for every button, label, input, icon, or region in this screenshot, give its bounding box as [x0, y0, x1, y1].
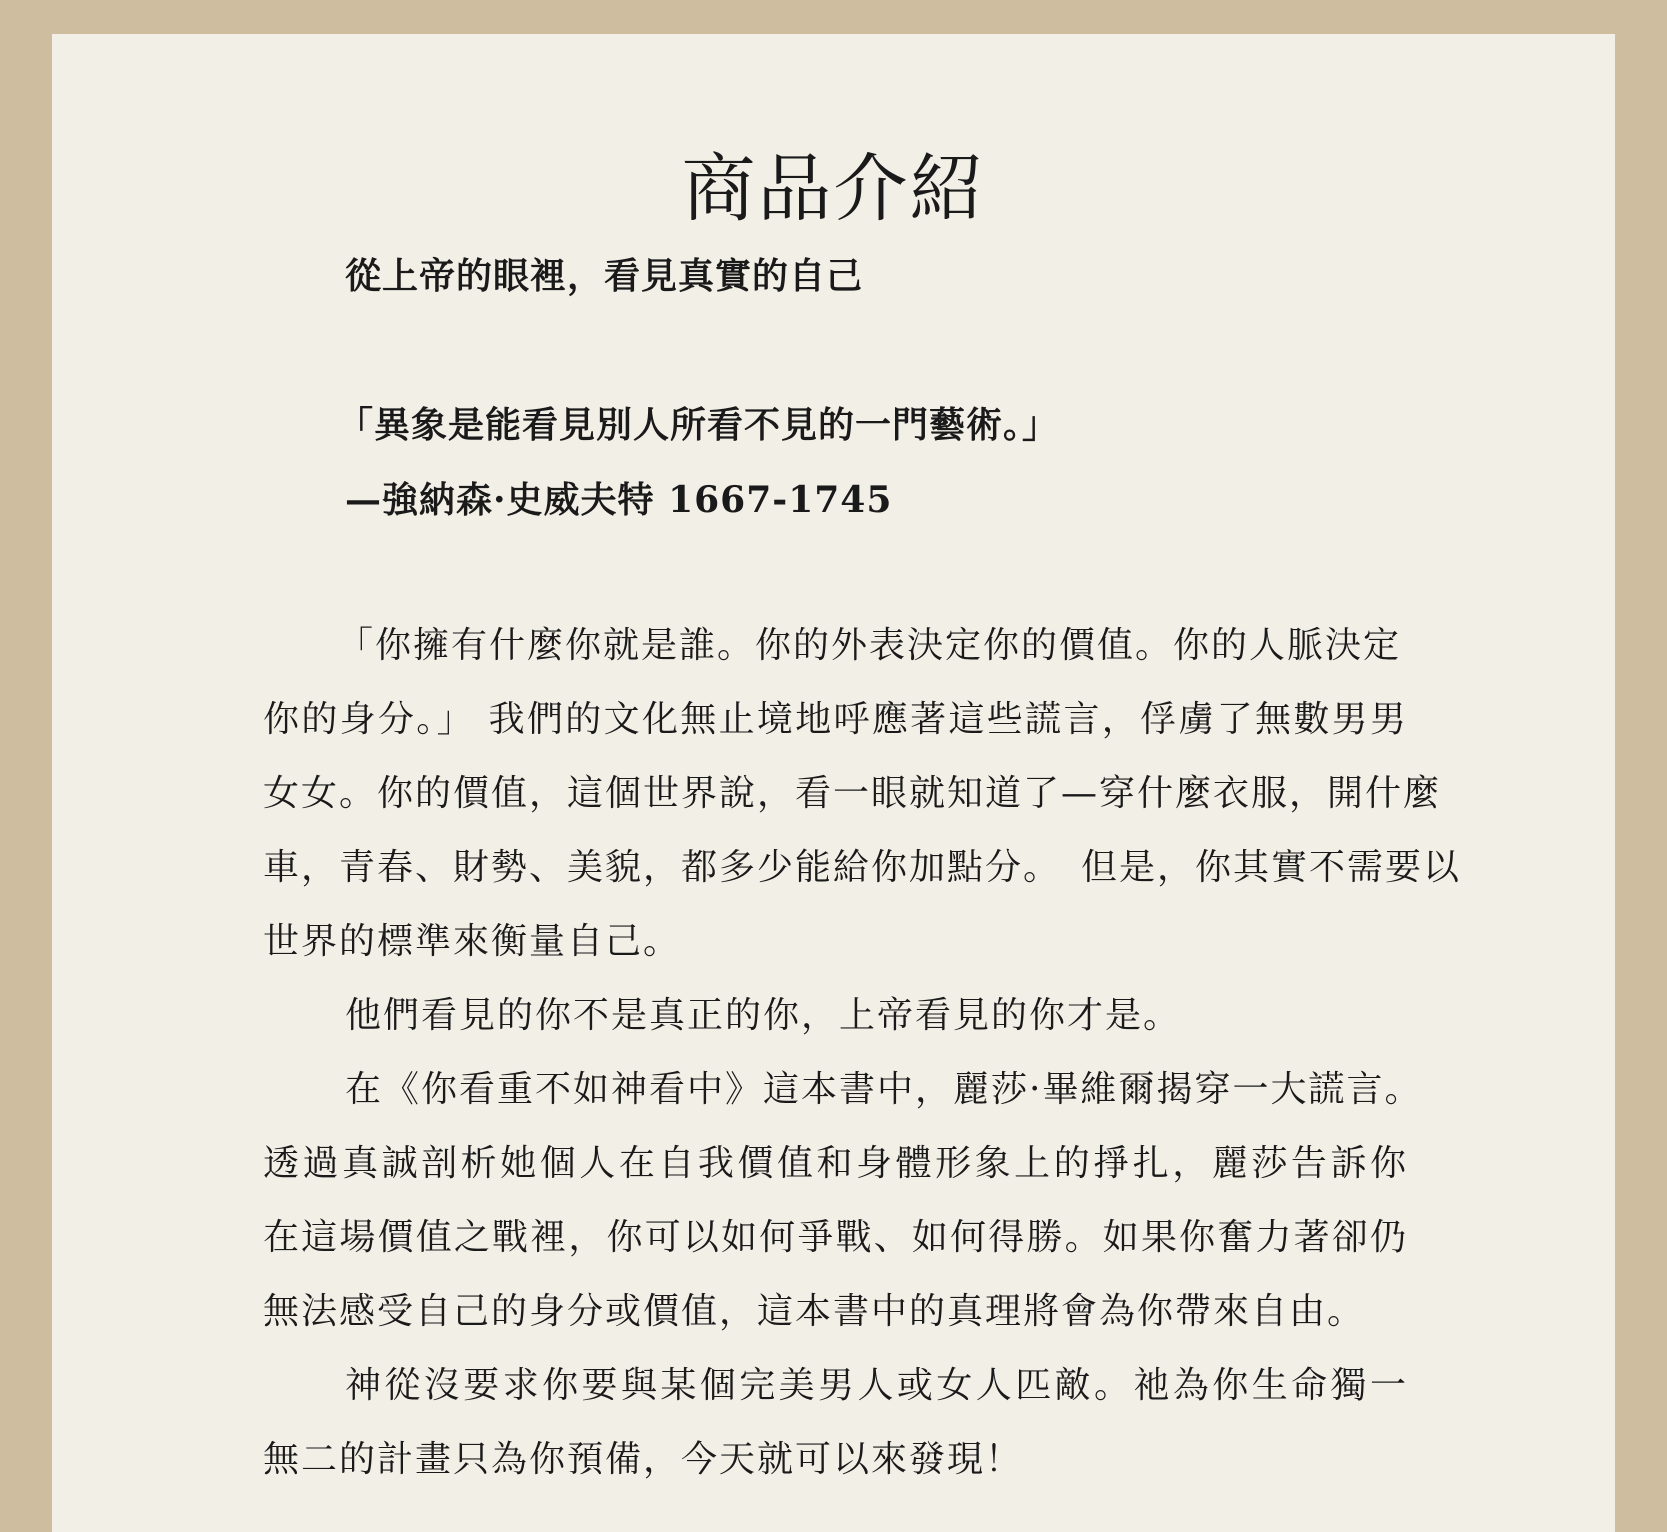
paragraph-line: 在這場價值之戰裡，你可以如何爭戰、如何得勝。如果你奮力著卻仍: [263, 1217, 1408, 1258]
paragraph-line: 無法感受自己的身分或價值，這本書中的真理將會為你帶來自由。: [263, 1291, 1366, 1332]
paragraph-line: 世界的標準來衡量自己。: [263, 921, 682, 962]
paragraph-line: 車，青春、財勢、美貌，都多少能給你加點分。 但是，你其實不需要以: [263, 847, 1462, 888]
page-title: 商品介紹: [681, 146, 986, 232]
paragraph-line: 你的身分。」 我們的文化無止境地呼應著這些謊言，俘虜了無數男男: [263, 699, 1408, 740]
subtitle: 從上帝的眼裡，看見真實的自己: [345, 255, 864, 297]
quote: 「異象是能看見別人所看不見的一門藝術。」: [337, 404, 1060, 446]
paragraph-line: 女女。你的價值，這個世界說，看一眼就知道了—穿什麼衣服，開什麼: [263, 773, 1442, 814]
paragraph-line: 「你擁有什麼你就是誰。你的外表決定你的價值。你的人脈決定: [337, 625, 1402, 666]
paragraph-line: 他們看見的你不是真正的你，上帝看見的你才是。: [345, 995, 1182, 1036]
paragraph-line: 神從沒要求你要與某個完美男人或女人匹敵。祂為你生命獨一: [345, 1365, 1408, 1406]
paragraph-line: 透過真誠剖析她個人在自我價值和身體形象上的掙扎，麗莎告訴你: [263, 1143, 1408, 1184]
paragraph-line: 在《你看重不如神看中》這本書中，麗莎·畢維爾揭穿一大謊言。: [345, 1069, 1423, 1110]
quote-attribution: —強納森·史威夫特 1667-1745: [345, 479, 893, 521]
paragraph-line: 無二的計畫只為你預備，今天就可以來發現！: [263, 1439, 1024, 1480]
